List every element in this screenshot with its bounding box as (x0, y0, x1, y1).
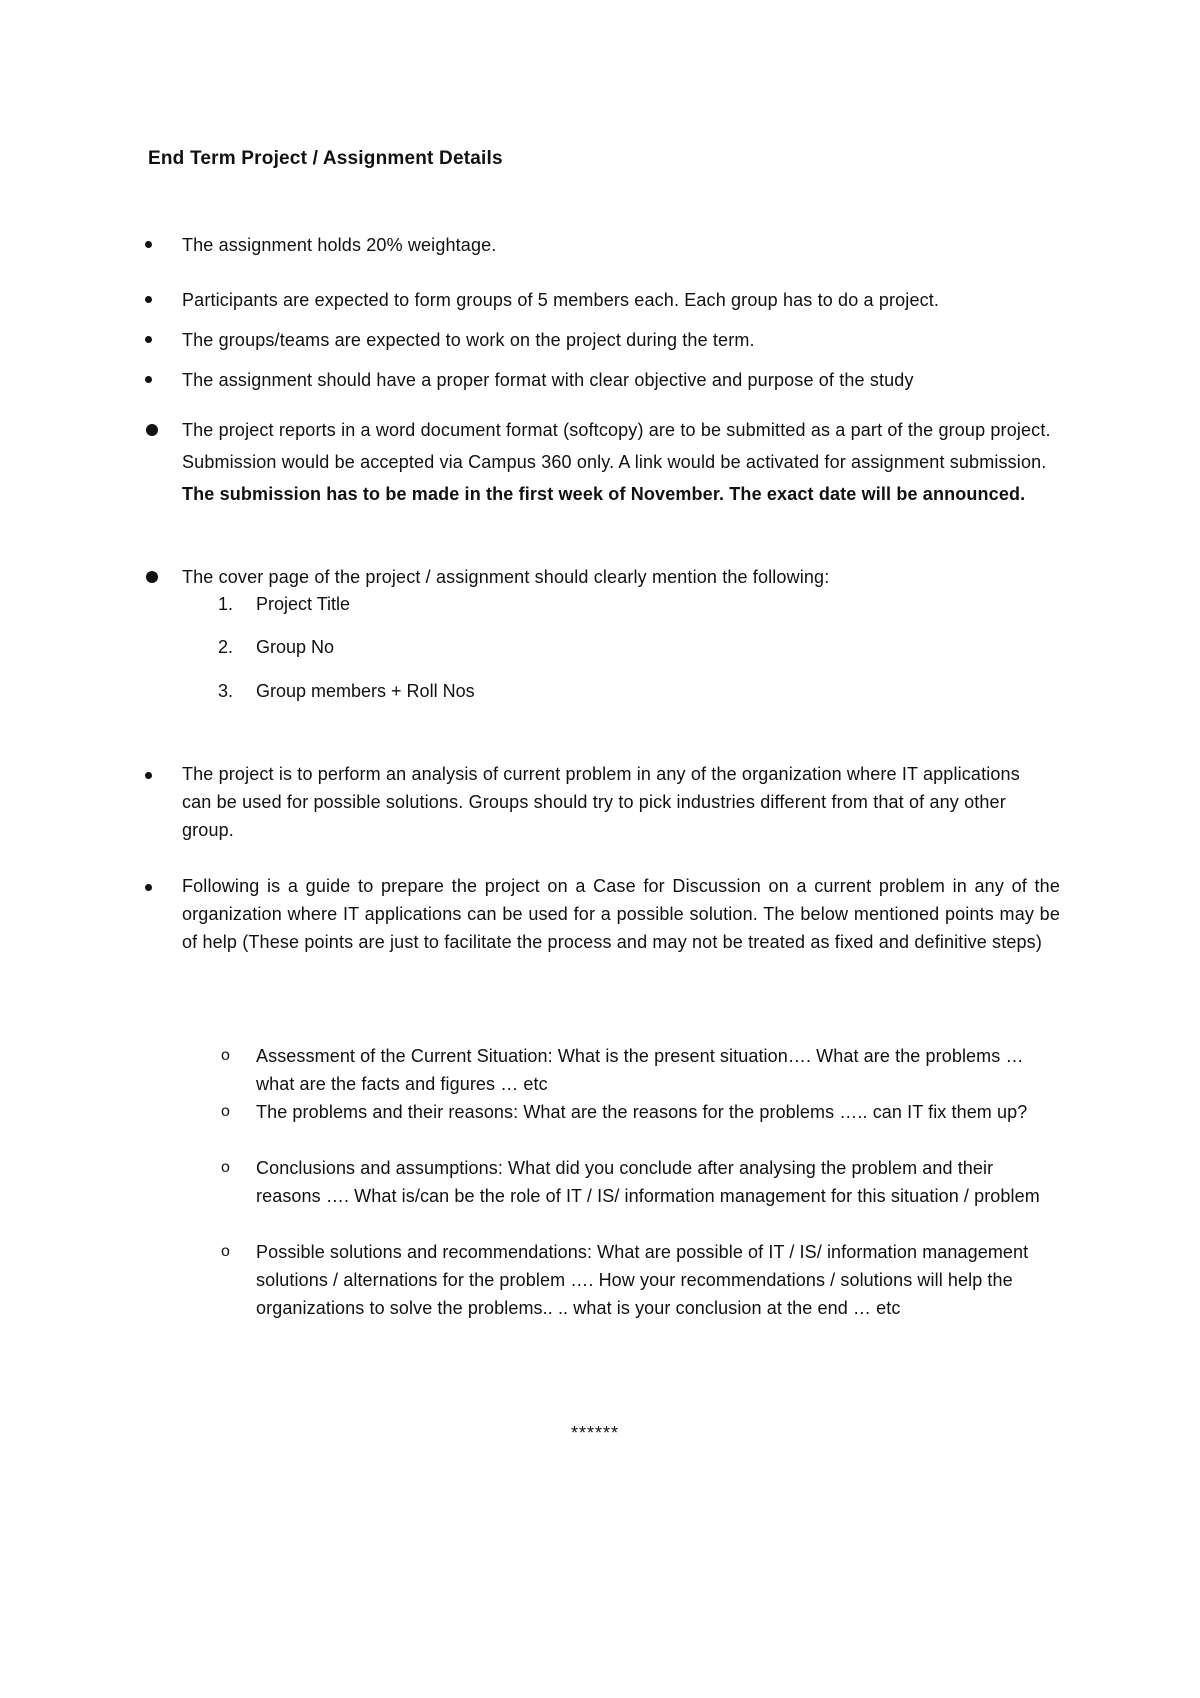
sub-bullet-marker: o (221, 1243, 230, 1260)
bullet-dot-icon (145, 772, 152, 779)
cover-item (218, 590, 350, 618)
bullet-dot-icon (145, 884, 152, 891)
bullet-groups: Participants are expected to form groups of 5 members each. Each group has to do a project. (182, 290, 940, 310)
bullet-guide: Following is a guide to prepare the project on a Case for Discussion on a current problem in any of the organization where IT applications can be used for a possible solution. The below mentioned points may be of help (These points are just to facilitate the process and may not be treated as fixed and definitive steps) (182, 876, 1060, 952)
guide-point-solutions: Possible solutions and recommendations: What are possible of IT / IS/ information management solutions / alternations for the problem …. How your recommendations / solutions will help the organizations to solve the problems.. .. what is your conclusion at the end … etc (256, 1242, 1029, 1318)
bullet-weightage: The assignment holds 20% weightage. (182, 235, 497, 255)
bullet-dot-icon (145, 241, 152, 248)
bullet-dot-large-icon (146, 571, 158, 583)
document-title: End Term Project / Assignment Details (148, 148, 503, 169)
guide-point-conclusions: Conclusions and assumptions: What did you conclude after analysing the problem and their reasons …. What is/can be the role of IT / IS/ information management for this situation / problem (256, 1158, 1040, 1206)
cover-item (218, 677, 475, 705)
bullet-format: The assignment should have a proper format with clear objective and purpose of the study (182, 370, 914, 390)
cover-item-label: Project Title (256, 594, 351, 614)
sub-bullet-marker: o (221, 1159, 230, 1176)
sub-bullet-marker: o (221, 1047, 230, 1064)
bullet-dot-icon (145, 376, 152, 383)
sub-bullet-marker: o (221, 1103, 230, 1120)
cover-item (218, 633, 334, 661)
bullet-analysis: The project is to perform an analysis of current problem in any of the organization where IT applications can be used for possible solutions. Groups should try to pick industries different from that of any other group. (182, 764, 1020, 840)
bullet-dot-icon (145, 296, 152, 303)
guide-point-assessment: Assessment of the Current Situation: What is the present situation…. What are the problems … what are the facts and figures … etc (256, 1046, 1024, 1094)
submission-deadline: The submission has to be made in the first week of November. The exact date will be announced. (182, 484, 1026, 504)
bullet-term-work: The groups/teams are expected to work on the project during the term. (182, 330, 755, 350)
bullet-dot-icon (145, 336, 152, 343)
end-mark: ****** (571, 1423, 620, 1443)
guide-point-problems: The problems and their reasons: What are the reasons for the problems ….. can IT fix them up? (256, 1102, 1028, 1122)
submission-text: The project reports in a word document format (softcopy) are to be submitted as a part of the group project. Submission would be accepted via Campus 360 only. A link would be activated for assignment submission. (182, 420, 1051, 472)
cover-item-label: Group members + Roll Nos (256, 681, 475, 701)
bullet-submission (182, 414, 1052, 510)
cover-item-number: 3. (218, 681, 234, 701)
cover-item-label: Group No (256, 637, 335, 657)
bullet-dot-large-icon (146, 424, 158, 436)
cover-item-number: 2. (218, 637, 234, 657)
cover-page-intro: The cover page of the project / assignment should clearly mention the following: (182, 567, 830, 587)
cover-item-number: 1. (218, 594, 234, 614)
